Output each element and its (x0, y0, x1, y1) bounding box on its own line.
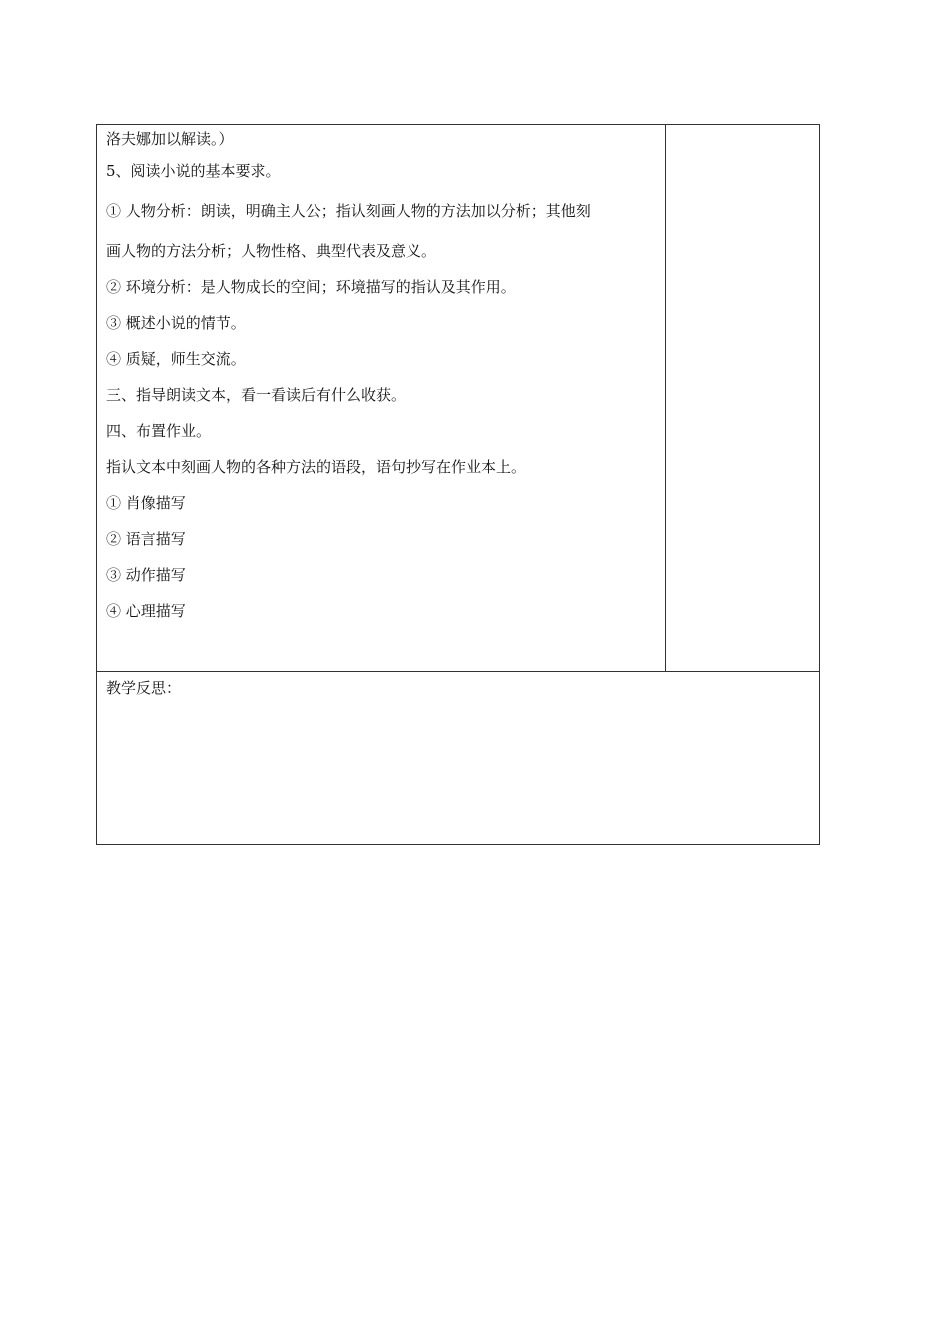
text-line: ③ 概述小说的情节。 (106, 314, 246, 332)
section-heading: 5、阅读小说的基本要求。 (106, 162, 281, 180)
section-heading: 三、指导朗读文本，看一看读后有什么收获。 (106, 386, 407, 404)
text-line: 指认文本中刻画人物的各种方法的语段，语句抄写在作业本上。 (106, 458, 527, 476)
text-line: ② 环境分析：是人物成长的空间；环境描写的指认及其作用。 (106, 278, 516, 296)
text-line: 画人物的方法分析；人物性格、典型代表及意义。 (106, 242, 437, 260)
list-item: ④ 心理描写 (106, 602, 186, 620)
section-heading: 四、布置作业。 (106, 422, 212, 440)
text-line: ① 人物分析：朗读，明确主人公；指认刻画人物的方法加以分析；其他刻 (106, 202, 591, 220)
reflection-label: 教学反思： (106, 679, 182, 697)
teaching-reflection-cell (97, 672, 819, 844)
lesson-plan-table (96, 124, 820, 845)
list-item: ① 肖像描写 (106, 494, 186, 512)
text-line: 洛夫娜加以解读。） (106, 130, 234, 148)
text-line: ④ 质疑，师生交流。 (106, 350, 246, 368)
teaching-content-cell (97, 125, 666, 672)
list-item: ③ 动作描写 (106, 566, 186, 584)
list-item: ② 语言描写 (106, 530, 186, 548)
notes-cell (666, 125, 819, 672)
